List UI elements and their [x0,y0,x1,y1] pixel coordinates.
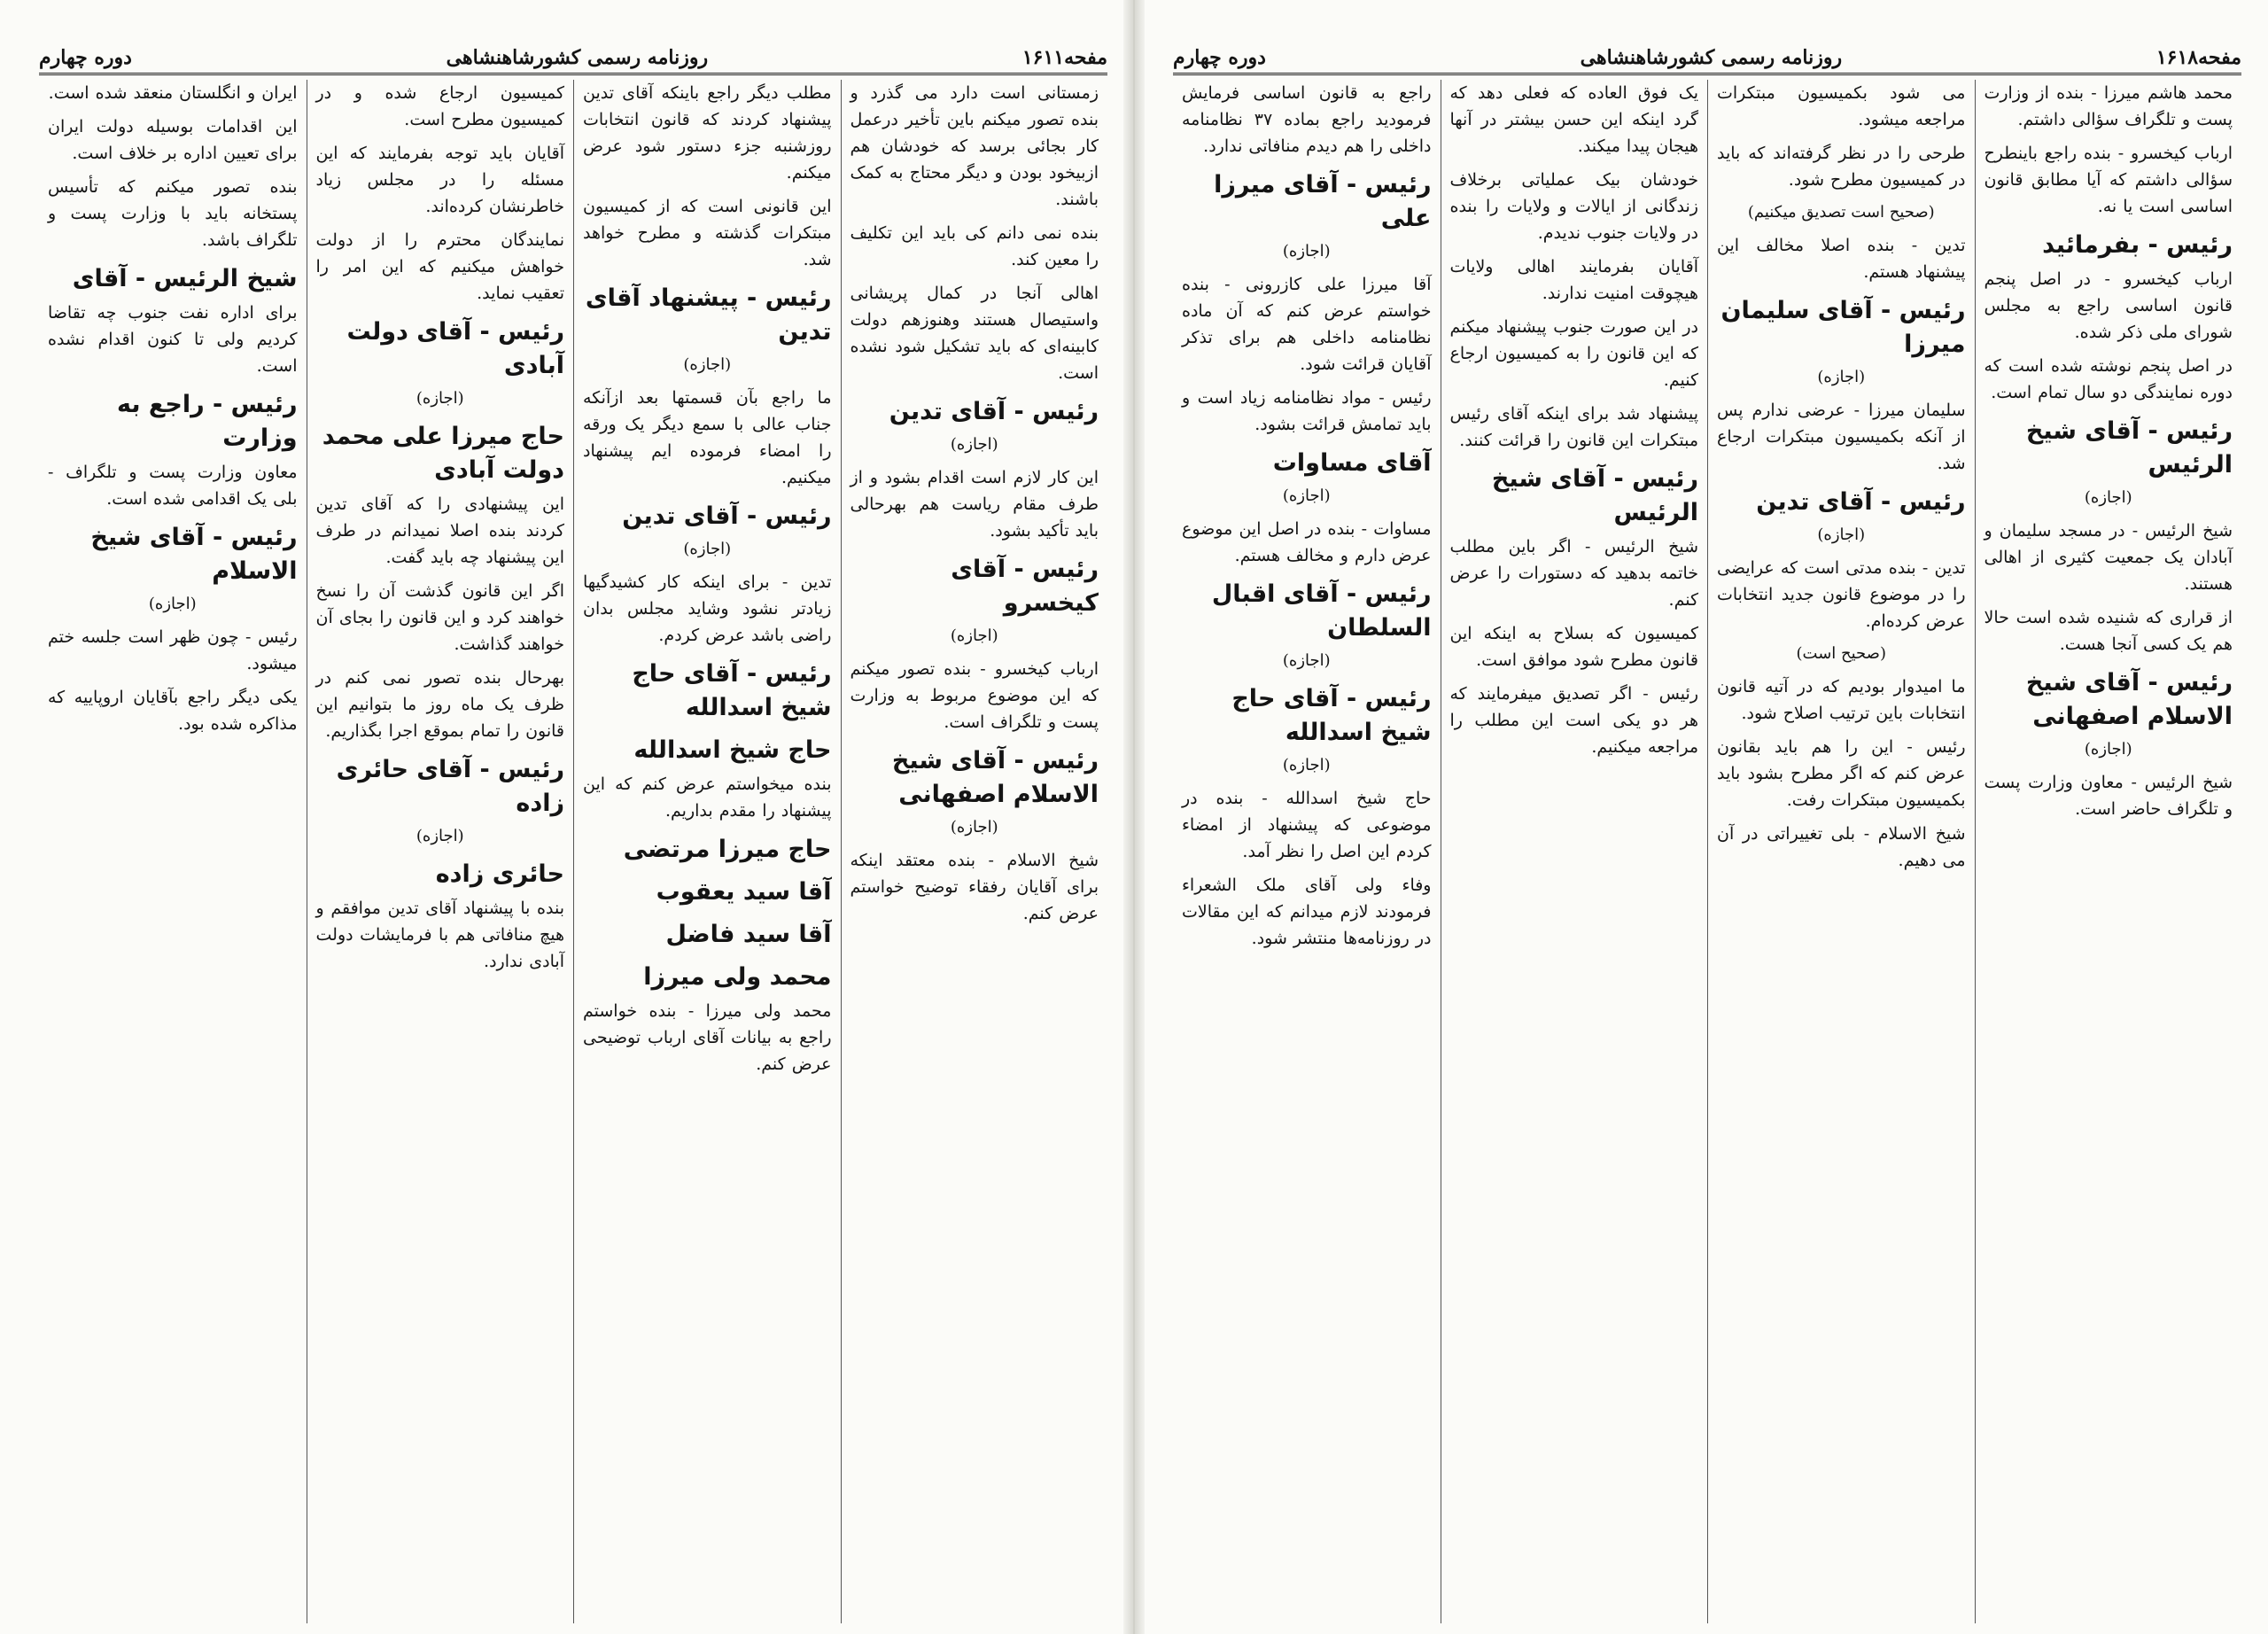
paragraph: این پیشنهادی را که آقای تدین کردند بنده اصلا نمیدانم در طرف این پیشنهاد چه باید گفت. [315,494,564,567]
paragraph: این کار لازم است اقدام بشود و از طرف مقام ریاست هم بهرحالی باید تأکید بشود. [850,468,1099,541]
paragraph: ارباب کیخسرو - بنده راجع باینطرح سؤالی داشتم که آیا مطابق قانون اساسی است یا نه. [1984,144,2233,216]
paragraph: این اقدامات بوسیله دولت ایران برای تعیین اداره بر خلاف است. [48,117,298,163]
procedural-note: (اجازه) [950,818,998,836]
paragraph: مساوات - بنده در اصل این موضوع عرض دارم و مخالف هستم. [1182,519,1432,565]
paragraph: یک فوق العاده که فعلی دهد که گرد اینکه این حسن بیشتر در آنها هیجان پیدا میکند. [1449,83,1698,156]
paragraph: معاون وزارت پست و تلگراف - بلی یک اقدامی شده است. [48,463,298,509]
right-journal-title: روزنامه رسمی کشورشاهنشاهی [1580,46,1843,69]
speaker-heading: رئیس - آقای شیخ الاسلام اصفهانی [2025,669,2233,730]
procedural-note: (اجازه) [950,435,998,454]
speaker-heading: رئیس - آقای تدین [889,398,1099,425]
paragraph: از قراری که شنیده شده است حالا هم یک کسی آنجا هست. [1984,608,2233,654]
procedural-note: (اجازه) [1282,756,1331,774]
procedural-note: (اجازه) [1282,486,1331,505]
speaker-heading: رئیس - راجع به وزارت [117,391,298,452]
procedural-note: (اجازه) [1817,525,1866,544]
speaker-heading: رئیس - آقای حاج شیخ اسدالله [632,660,832,721]
paragraph: در این صورت جنوب پیشنهاد میکنم که این قانون را به کمیسیون ارجاع کنیم. [1449,317,1698,390]
paragraph: شیخ الرئیس - اگر باین مطلب خاتمه بدهید که دستورات را عرض کنم. [1449,537,1698,610]
procedural-note: (اجازه) [2084,488,2132,507]
speaker-heading: رئیس - پیشنهاد آقای تدین [585,284,832,346]
text-column [841,80,1108,1623]
speaker-heading: رئیس - آقای اقبال السلطان [1211,580,1432,642]
paragraph: مطلب دیگر راجع باینکه آقای تدین پیشنهاد کردند که قانون انتخابات روزشنبه جزء دستور شود عرض میکنم. [583,83,832,183]
left-journal-title: روزنامه رسمی کشورشاهنشاهی [446,46,709,69]
paragraph: رئیس - مواد نظامنامه زیاد است و باید تمامش قرائت بشود. [1182,388,1432,434]
paragraph: ارباب کیخسرو - بنده تصور میکنم که این موضوع مربوط به وزارت پست و تلگراف است. [850,659,1099,732]
procedural-note: (اجازه) [950,626,998,645]
procedural-note: (صحیح است تصدیق میکنیم) [1747,203,1935,222]
procedural-note: (اجازه) [1282,242,1331,261]
speaker-heading: رئیس - آقای سلیمان میرزا [1720,297,1966,358]
speaker-heading: رئیس - آقای تدین [622,502,832,530]
paragraph: سلیمان میرزا - عرضی ندارم پس از آنکه بکمیسیون مبتکرات ارجاع شد. [1717,401,1966,473]
procedural-note: (اجازه) [148,595,197,613]
paragraph: نمایندگان محترم را از دولت خواهش میکنیم که این امر را تعقیب نماید. [315,230,564,303]
speaker-heading: حاج شیخ اسدالله [633,736,832,764]
paragraph: حاج شیخ اسدالله - بنده در موضوعی که پیشنهاد از امضاء کردم این اصل را نظر آمد. [1182,789,1432,861]
right-page-header [1173,34,2241,75]
paragraph: رئیس - این را هم باید بقانون عرض کنم که اگر مطرح بشود باید بکمیسیون مبتکرات رفت. [1717,737,1966,810]
speaker-heading: رئیس - آقای شیخ الاسلام [90,524,298,585]
text-column [1173,80,1441,1623]
speaker-heading: حاج میرزا علی محمد دولت آبادی [322,423,564,484]
paragraph: طرحی را در نظر گرفته‌اند که باید در کمیسیون مطرح شود. [1717,144,1966,190]
paragraph: شیخ الرئیس - در مسجد سلیمان و آبادان یک جمعیت کثیری از اهالی هستند. [1984,521,2233,594]
speaker-heading: حائری زاده [435,860,564,888]
paragraph: برای اداره نفت جنوب چه تقاضا کردیم ولی تا کنون اقدام نشده است. [48,303,298,376]
paragraph: شیخ الرئیس - معاون وزارت پست و تلگراف حاضر است. [1984,773,2233,819]
left-page-number: مفحه۱۶۱۱ [1021,46,1107,69]
paragraph: رئیس - اگر تصدیق میفرمایند که هر دو یکی است این مطلب را مراجعه میکنیم. [1449,684,1698,757]
paragraph: اهالی آنجا در کمال پریشانی واستیصال هستند وهنوزهم دولت کابینه‌ای که باید تشکیل شود نشده است. [850,284,1099,383]
speaker-heading: حاج میرزا مرتضی [623,836,832,863]
speaker-heading: رئیس - آقای کیخسرو [951,556,1099,617]
speaker-heading: رئیس - آقای دولت آبادی [346,318,564,379]
paragraph: یکی دیگر راجع بآقایان اروپاییه که مذاکره شده بود. [48,688,298,734]
text-column [1441,80,1708,1623]
right-page-columns [1173,80,2241,1623]
left-page-header [39,34,1107,75]
right-period-label: دوره چهارم [1173,46,1266,69]
paragraph: تدین - برای اینکه کار کشیدگیها زیادتر نشود وشاید مجلس بدان راضی باشد عرض کردم. [583,572,832,645]
procedural-note: (اجازه) [416,827,464,845]
left-period-label: دوره چهارم [39,46,132,69]
paragraph: رئیس - چون ظهر است جلسه ختم میشود. [48,627,298,673]
paragraph: آقایان باید توجه بفرمایند که این مسئله را در مجلس زیاد خاطرنشان کرده‌اند. [315,144,564,216]
paragraph: راجع به قانون اساسی فرمایش فرمودید راجع بماده ۳۷ نظامنامه داخلی را هم دیدم منافاتی ندارد. [1182,83,1432,156]
paragraph: بنده میخواستم عرض کنم که این پیشنهاد را مقدم بداریم. [583,774,832,821]
speaker-heading: آقای مساوات [1272,449,1432,477]
text-column [307,80,574,1623]
procedural-note: (اجازه) [2084,740,2132,759]
paragraph: خودشان بیک عملیاتی برخلاف زندگانی از ایالات و ولایات را بنده در ولایات جنوب ندیدم. [1449,170,1698,243]
paragraph: اگر این قانون گذشت آن را نسخ خواهند کرد و این قانون را بجای آن خواهند گذاشت. [315,581,564,654]
speaker-heading: شیخ الرئیس - آقای [72,265,298,292]
text-column [573,80,841,1623]
speaker-heading: رئیس - آقای حاج شیخ اسدالله [1231,685,1432,746]
paragraph: شیخ الاسلام - بلی تغییراتی در آن می دهیم. [1717,824,1966,870]
speaker-heading: رئیس - آقای حائری زاده [336,756,564,817]
paragraph: بنده با پیشنهاد آقای تدین موافقم و هیچ منافاتی هم با فرمایشات دولت آبادی ندارد. [315,899,564,971]
left-page-columns [39,80,1107,1623]
text-column [1707,80,1975,1623]
speaker-heading: رئیس - آقای تدین [1756,488,1966,516]
right-page-number: مفحه۱۶۱۸ [2155,46,2241,69]
paragraph: شیخ الاسلام - بنده معتقد اینکه برای آقایان رفقاء توضیح خواستم عرض کنم. [850,851,1099,923]
procedural-note: (اجازه) [1282,651,1331,670]
speaker-heading: رئیس - آقای میرزا علی [1214,171,1432,232]
paragraph: آقا میرزا علی کازرونی - بنده خواستم عرض کنم که آن ماده نظامنامه داخلی هم برای تذکر آقایان قرائت شود. [1182,275,1432,374]
speaker-heading: رئیس - آقای شیخ الرئیس [1491,465,1698,526]
speaker-heading: رئیس - بفرمائید [2042,231,2233,259]
paragraph: محمد هاشم میرزا - بنده از وزارت پست و تلگراف سؤالی داشتم. [1984,83,2233,129]
right-page [1134,0,2268,1634]
procedural-note: (صحیح است) [1796,644,1886,663]
paragraph: تدین - بنده مدتی است که عرایضی را در موضوع قانون جدید انتخابات عرض کرده‌ام. [1717,558,1966,631]
paragraph: آقایان بفرمایند اهالی ولایات هیچوقت امنیت ندارند. [1449,257,1698,303]
text-column [39,80,307,1623]
paragraph: کمیسیون ارجاع شده و در کمیسیون مطرح است. [315,83,564,129]
paragraph: تدین - بنده اصلا مخالف این پیشنهاد هستم. [1717,236,1966,282]
text-column [1975,80,2242,1623]
paragraph: محمد ولی میرزا - بنده خواستم راجع به بیانات آقای ارباب توضیحی عرض کنم. [583,1001,832,1074]
paragraph: ما راجع بآن قسمتها بعد ازآنکه جناب عالی با سمع دیگر یک ورقه را امضاء فرموده ایم پیشنهاد میکنیم. [583,388,832,487]
speaker-heading: رئیس - آقای شیخ الرئیس [2025,417,2233,479]
procedural-note: (اجازه) [1817,368,1866,386]
paragraph: این قانونی است که از کمیسیون مبتکرات گذشته و مطرح خواهد شد. [583,197,832,269]
paragraph: پیشنهاد شد برای اینکه آقای رئیس مبتکرات این قانون را قرائت کنند. [1449,404,1698,450]
procedural-note: (اجازه) [416,389,464,408]
paragraph: بهرحال بنده تصور نمی کنم در ظرف یک ماه روز ما بتوانیم این قانون را تمام بموقع اجرا بگذاریم. [315,668,564,741]
paragraph: بنده نمی دانم کی باید این تکلیف را معین کند. [850,223,1099,269]
paragraph: ایران و انگلستان منعقد شده است. [48,83,298,103]
paragraph: ارباب کیخسرو - در اصل پنجم قانون اساسی راجع به مجلس شورای ملی ذکر شده. [1984,269,2233,342]
procedural-note: (اجازه) [683,540,732,558]
paragraph: زمستانی است دارد می گذرد و بنده تصور میکنم باین تأخیر درعمل کار بجائی برسد که خودشان هم ازبیخود بودن و دیگر محتاج به کمک باشند. [850,83,1099,209]
paragraph: ما امیدوار بودیم که در آتیه قانون انتخابات باین ترتیب اصلاح شود. [1717,677,1966,723]
speaker-heading: آقا سید فاضل [665,921,832,948]
speaker-heading: محمد ولی میرزا [643,963,832,991]
paragraph: بنده تصور میکنم که تأسیس پستخانه باید با وزارت پست و تلگراف باشد. [48,177,298,250]
speaker-heading: رئیس - آقای شیخ الاسلام اصفهانی [891,747,1099,808]
speaker-heading: آقا سید یعقوب [656,878,832,906]
paragraph: وفاء ولی آقای ملک الشعراء فرمودند لازم میدانم که این مقالات در روزنامه‌ها منتشر شود. [1182,875,1432,948]
procedural-note: (اجازه) [683,355,732,374]
paragraph: در اصل پنجم نوشته شده است که دوره نمایندگی دو سال تمام است. [1984,356,2233,402]
paragraph: می شود بکمیسیون مبتکرات مراجعه میشود. [1717,83,1966,129]
paragraph: کمیسیون که بسلاح به اینکه این قانون مطرح شود موافق است. [1449,624,1698,670]
